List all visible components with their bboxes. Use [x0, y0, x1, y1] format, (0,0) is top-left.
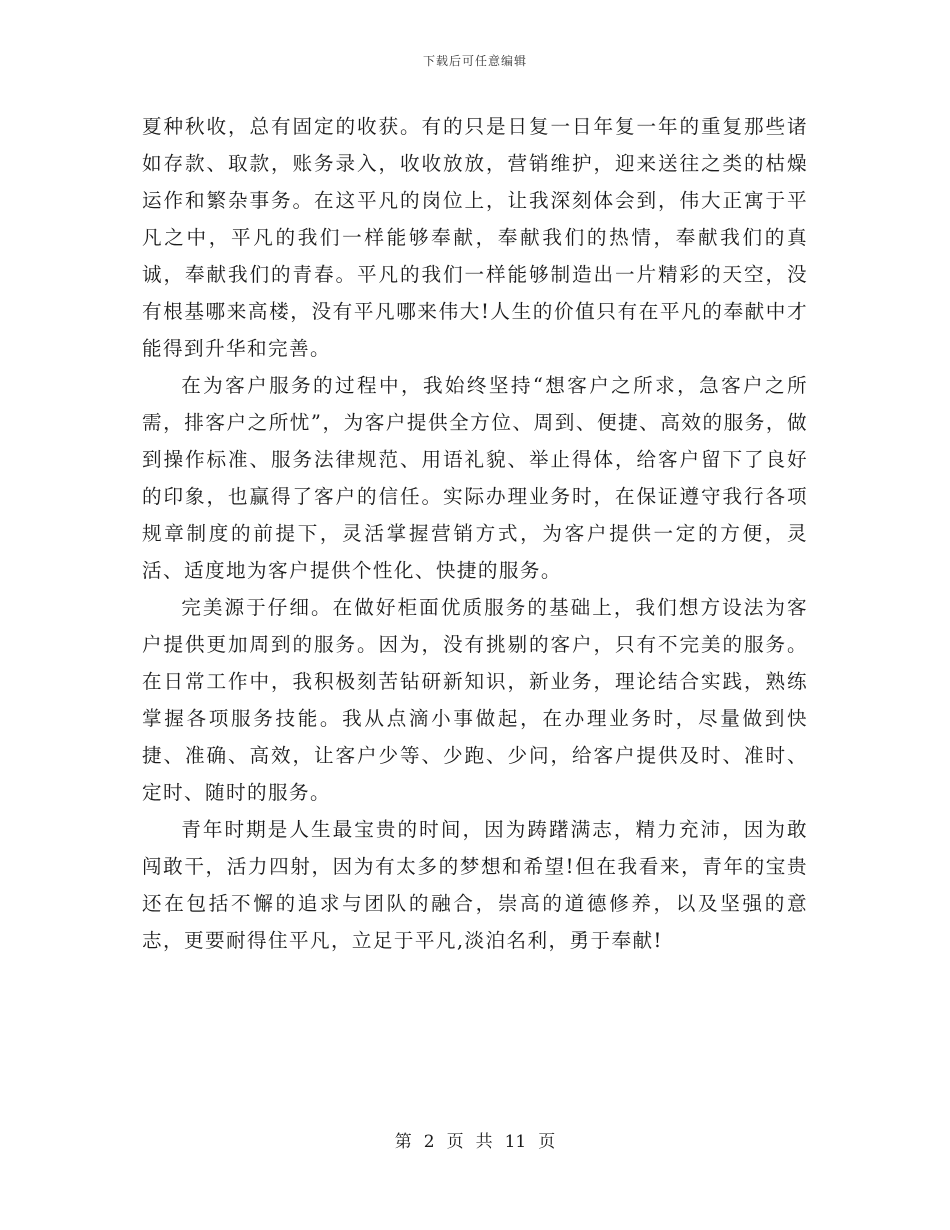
footer-page-word: 页: [446, 1132, 464, 1152]
page-header: 下载后可任意编辑: [422, 54, 527, 68]
paragraph-1: 夏种秋收，总有固定的收获。有的只是日复一日年复一年的重复那些诸如存款、取款，账务录入，收收放放，营销维护，迎来送往之类的枯燥运作和繁杂事务。在这平凡的岗位上，让我深刻体会到，伟大正寓于平凡之中，平凡的我们一样能够奉献，奉献我们的热情，奉献我们的真诚，奉献我们的青春。平凡的我们一样能够制造出一片精彩的天空，没有根基哪来高楼，没有平凡哪来伟大!人生的价值只有在平凡的奉献中才能得到升华和完善。: [142, 115, 808, 360]
page-footer: [0, 1127, 950, 1152]
document-body: [142, 108, 808, 959]
footer-prefix: 第: [394, 1132, 412, 1152]
paragraph-3: 完美源于仔细。在做好柜面优质服务的基础上，我们想方设法为客户提供更加周到的服务。因为，没有挑剔的客户，只有不完美的服务。在日常工作中，我积极刻苦钻研新知识，新业务，理论结合实践，熟练掌握各项服务技能。我从点滴小事做起，在办理业务时，尽量做到快捷、准确、高效，让客户少等、少跑、少问，给客户提供及时、准时、定时、随时的服务。: [142, 596, 808, 804]
paragraph-2: 在为客户服务的过程中，我始终坚持“想客户之所求，急客户之所需，排客户之所忧”，为客户提供全方位、周到、便捷、高效的服务，做到操作标准、服务法律规范、用语礼貌、举止得体，给客户留下了良好的印象，也赢得了客户的信任。实际办理业务时，在保证遵守我行各项规章制度的前提下，灵活掌握营销方式，为客户提供一定的方便，灵活、适度地为客户提供个性化、快捷的服务。: [142, 374, 808, 582]
paragraph-4: 青年时期是人生最宝贵的时间，因为踌躇满志，精力充沛，因为敢闯敢干，活力四射，因为有太多的梦想和希望!但在我看来，青年的宝贵还在包括不懈的追求与团队的融合，崇高的道德修养，以及坚强的意志，更要耐得住平凡，立足于平凡,淡泊名利，勇于奉献!: [142, 818, 808, 952]
footer-total-word: 共: [475, 1132, 493, 1152]
footer-current-page: 2: [423, 1132, 435, 1152]
footer-suffix: 页: [538, 1132, 556, 1152]
footer-total-pages: 11: [504, 1132, 527, 1152]
